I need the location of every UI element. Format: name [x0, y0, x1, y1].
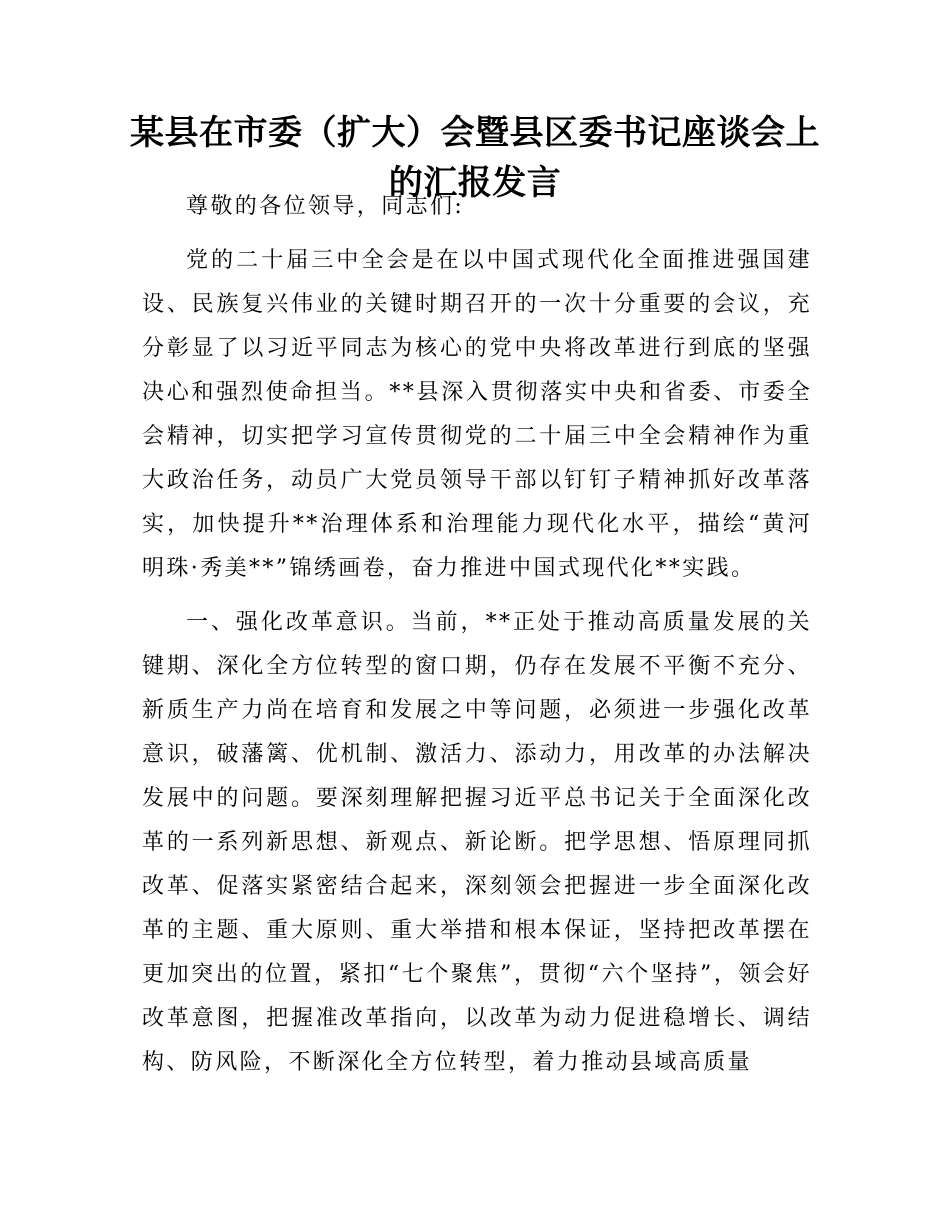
- document-title: 某县在市委（扩大）会暨县区委书记座谈会上的汇报发言: [130, 113, 820, 203]
- document-body: [142, 185, 812, 1095]
- paragraph-section-1: 一、强化改革意识。当前，**正处于推动高质量发展的关键期、深化全方位转型的窗口期，仍存在发展不平衡不充分、新质生产力尚在培育和发展之中等问题，必须进一步强化改革意识，破藩篱、优机制、激活力、添动力，用改革的办法解决发展中的问题。要深刻理解把握习近平总书记关于全面深化改革的一系列新思想、新观点、新论断。把学思想、悟原理同抓改革、促落实紧密结合起来，深刻领会把握进一步全面深化改革的主题、重大原则、重大举措和根本保证，坚持把改革摆在更加突出的位置，紧扣“七个聚焦”，贯彻“六个坚持”，领会好改革意图，把握准改革指向，以改革为动力促进稳增长、调结构、防风险，不断深化全方位转型，着力推动县域高质量: [142, 610, 812, 1075]
- paragraph-intro: 党的二十届三中全会是在以中国式现代化全面推进强国建设、民族复兴伟业的关键时期召开的一次十分重要的会议，充分彰显了以习近平同志为核心的党中央将改革进行到底的坚强决心和强烈使命担当。**县深入贯彻落实中央和省委、市委全会精神，切实把学习宣传贯彻党的二十届三中全会精神作为重大政治任务，动员广大党员领导干部以钉钉子精神抓好改革落实，加快提升**治理体系和治理能力现代化水平，描绘“黄河明珠·秀美**”锦绣画卷，奋力推进中国式现代化**实践。: [142, 248, 812, 581]
- salutation: 尊敬的各位领导，同志们:: [186, 194, 465, 219]
